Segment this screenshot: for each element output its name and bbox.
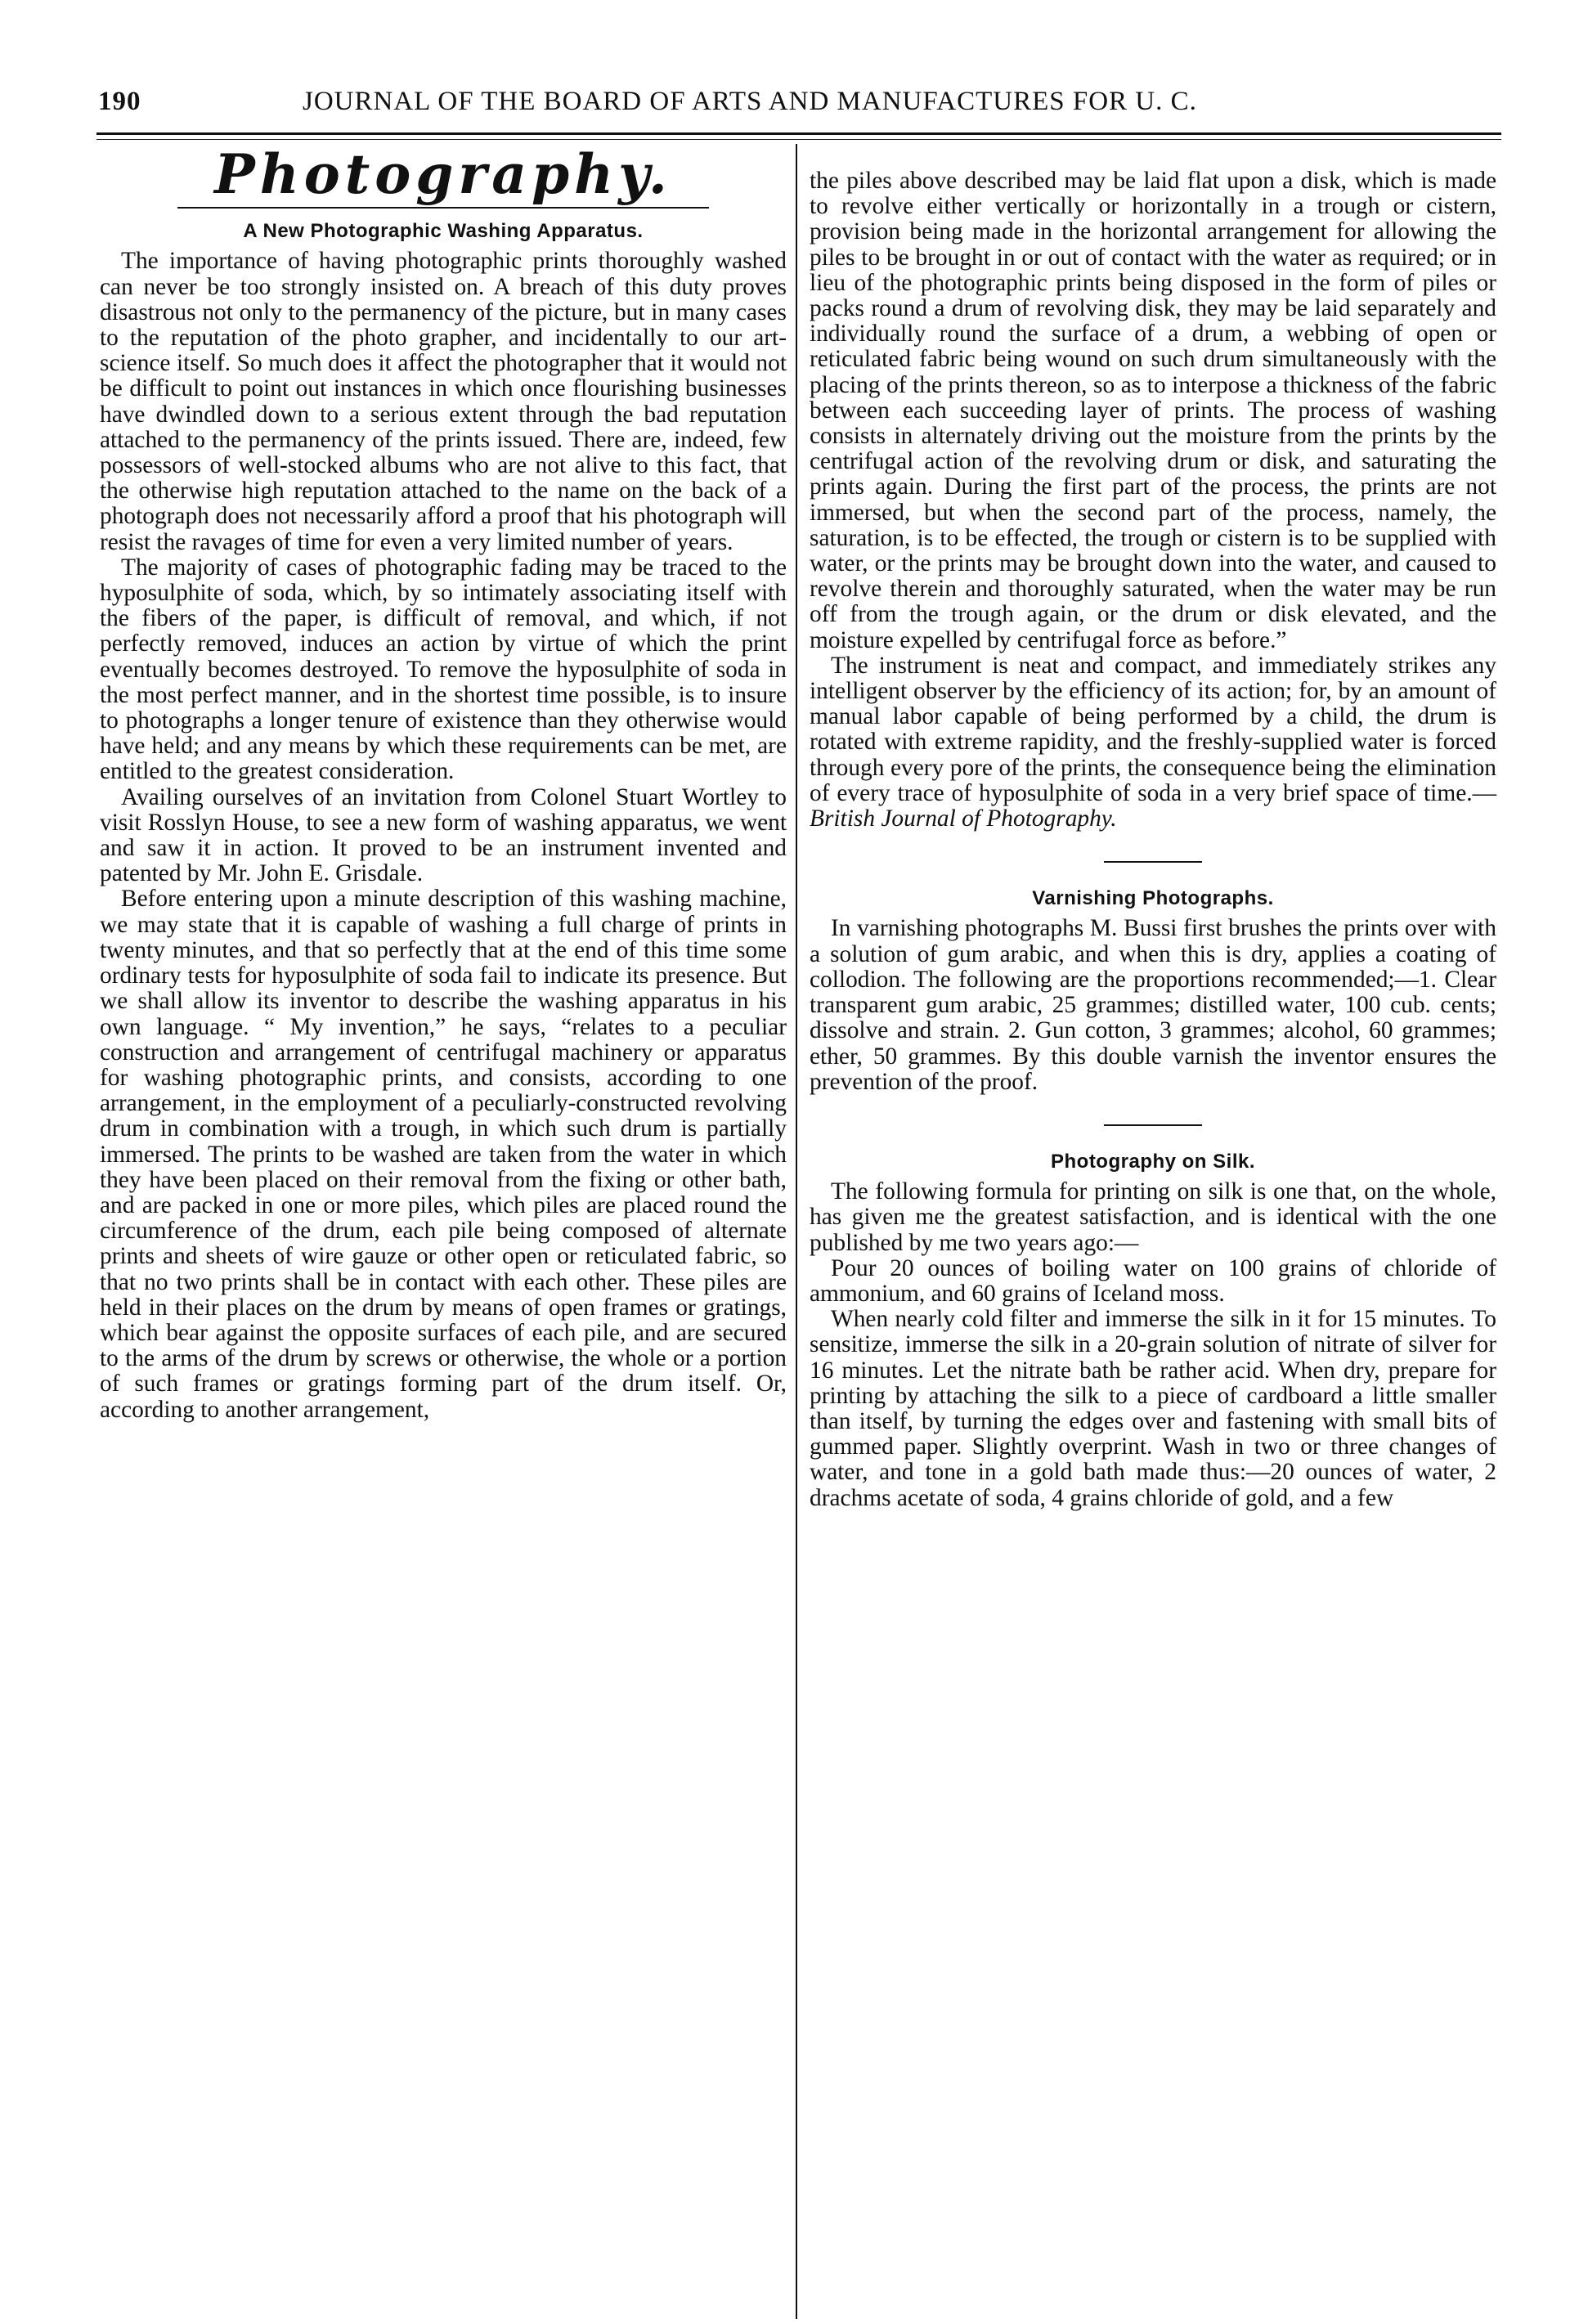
paragraph: The majority of cases of photographic fading may be traced to the hyposulphite of soda, which, by so intimately associating itself with the fibers of the paper, is difficult of removal, and which, if not perfectly removed, induces an action by virtue of which the print eventually becomes destroyed. To remove the hyposulphite of soda in the most perfect manner, and in the shortest time possible, is to insure to photographs a longer tenure of existence than they otherwise would have held; and any means by which these requirements can be met, are entitled to the greatest consideration. (100, 554, 787, 785)
paragraph: Pour 20 ounces of boiling water on 100 grains of chloride of ammonium, and 60 grains of Iceland moss. (810, 1254, 1496, 1307)
paragraph: Availing ourselves of an invitation from Colonel Stuart Wortley to visit Rosslyn House, to see a new form of washing apparatus, we went and saw it in action. It proved to be an instrument invented and patented by Mr. John E. Grisdale. (100, 783, 787, 887)
article-title-silk: Photography on Silk. (1050, 1150, 1255, 1173)
paragraph: When nearly cold filter and immerse the silk in it for 15 minutes. To sensitize, immerse the silk in a 20-grain solution of nitrate of silver for 16 minutes. Let the nitrate bath be rather acid. When dry, prepare for printing by attaching the silk to a piece of cardboard a little smaller than itself, by turning the edges over and fastening with small bits of gummed paper. Slightly overprint. Wash in two or three changes of water, and tone in a gold bath made thus:—20 ounces of water, 2 drachms acetate of soda, 4 grains chloride of gold, and a few (810, 1306, 1496, 1511)
paragraph: The importance of having photographic prints thoroughly washed can never be too strongly insisted on. A breach of this duty proves disastrous not only to the permanency of the picture, but in many cases to the reputation of the photo grapher, and incidentally to our art-science itself. So much does it affect the photographer that it would not be difficult to point out instances in which once flourishing businesses have dwindled down to a serious extent through the bad reputation attached to the permanency of the prints issued. There are, indeed, few possessors of well-stocked albums who are not alive to this fact, that the otherwise high reputation attached to the name on the back of a photograph does not necessarily afford a proof that his photograph will resist the ravages of time for even a very limited number of years. (100, 248, 787, 555)
running-title: JOURNAL OF THE BOARD OF ARTS AND MANUFACTURES FOR U. C. (303, 87, 1197, 116)
header-rule-thin (96, 139, 1501, 140)
source-citation: British Journal of Photography. (810, 805, 1117, 832)
article-title-washing: A New Photographic Washing Apparatus. (243, 220, 644, 243)
left-column (100, 144, 787, 1423)
right-column (810, 168, 1496, 1511)
article-separator (1104, 861, 1202, 863)
paragraph: The following formula for printing on silk is one that, on the whole, has given me the greatest satisfaction, and is identical with the one published by me two years ago:— (810, 1178, 1496, 1256)
masthead-rule (177, 207, 709, 209)
page-header (98, 87, 1488, 123)
page-number: 190 (98, 87, 141, 116)
section-masthead: Photography. (214, 142, 672, 206)
article-title-varnishing: Varnishing Photographs. (1032, 887, 1274, 910)
paragraph-text: The instrument is neat and compact, and immediately strikes any intelligent observer by the efficiency of its action; for, by an amount of manual labor capable of being performed by a child, the drum is rotated with extreme rapidity, and the freshly-supplied water is forced through every pore of the prints, the consequence being the elimination of every trace of hyposulphite of soda in a very brief space of time.— (810, 652, 1496, 806)
header-rule (96, 132, 1501, 135)
paragraph: the piles above described may be laid flat upon a disk, which is made to revolve either vertically or horizontally in a trough or cistern, provision being made in the horizontal arrangement for allowing the piles to be brought in or out of contact with the water as required; or in lieu of the photographic prints being disposed in the form of piles or packs round a drum of revolving disk, they may be laid separately and individually round the surface of a drum, a webbing of open or reticulated fabric being wound on such drum simultaneously with the placing of the prints thereon, so as to interpose a thickness of the fabric between each succeeding layer of prints. The process of washing consists in alternately driving out the moisture from the prints by the centrifugal action of the revolving drum or disk, and saturating the prints again. During the first part of the process, the prints are not immersed, but when the second part of the process, namely, the saturation, is to be effected, the trough or cistern is to be supplied with water, or the prints may be brought down into the water, and caused to revolve therein and thoroughly saturated, when the water may be run off from the trough again, or the drum or disk elevated, and the moisture expelled by centrifugal force as before.” (810, 168, 1496, 653)
article-separator (1104, 1124, 1202, 1126)
paragraph: Before entering upon a minute description of this washing machine, we may state that it is capable of washing a full charge of prints in twenty minutes, and that so perfectly that at the end of this time some ordinary tests for hyposulphite of soda fail to indicate its presence. But we shall allow its inventor to describe the washing apparatus in his own language. “ My invention,” he says, “relates to a peculiar construction and arrangement of centrifugal machinery or apparatus for washing photographic prints, and consists, according to one arrangement, in the employment of a peculiarly-constructed revolving drum in combination with a trough, in which such drum is partially immersed. The prints to be washed are taken from the water in which they have been placed on their removal from the fixing or other bath, and are packed in one or more piles, which piles are placed round the circumference of the drum, each pile being composed of alternate prints and sheets of wire gauze or other open or reticulated fabric, so that no two prints shall be in contact with each other. These piles are held in their places on the drum by means of open frames or gratings, which bear against the opposite surfaces of each pile, and are secured to the arms of the drum by screws or otherwise, the whole or a portion of such frames or gratings forming part of the drum itself. Or, according to another arrangement, (100, 886, 787, 1423)
paragraph: In varnishing photographs M. Bussi first brushes the prints over with a solution of gum arabic, and when this is dry, applies a coating of collodion. The following are the proportions recommended;—1. Clear transparent gum arabic, 25 grammes; distilled water, 100 cub. cents; dissolve and strain. 2. Gun cotton, 3 grammes; alcohol, 60 grammes; ether, 50 grammes. By this double varnish the inventor ensures the prevention of the proof. (810, 915, 1496, 1095)
paragraph-with-source (810, 653, 1496, 832)
column-divider (796, 144, 797, 2319)
